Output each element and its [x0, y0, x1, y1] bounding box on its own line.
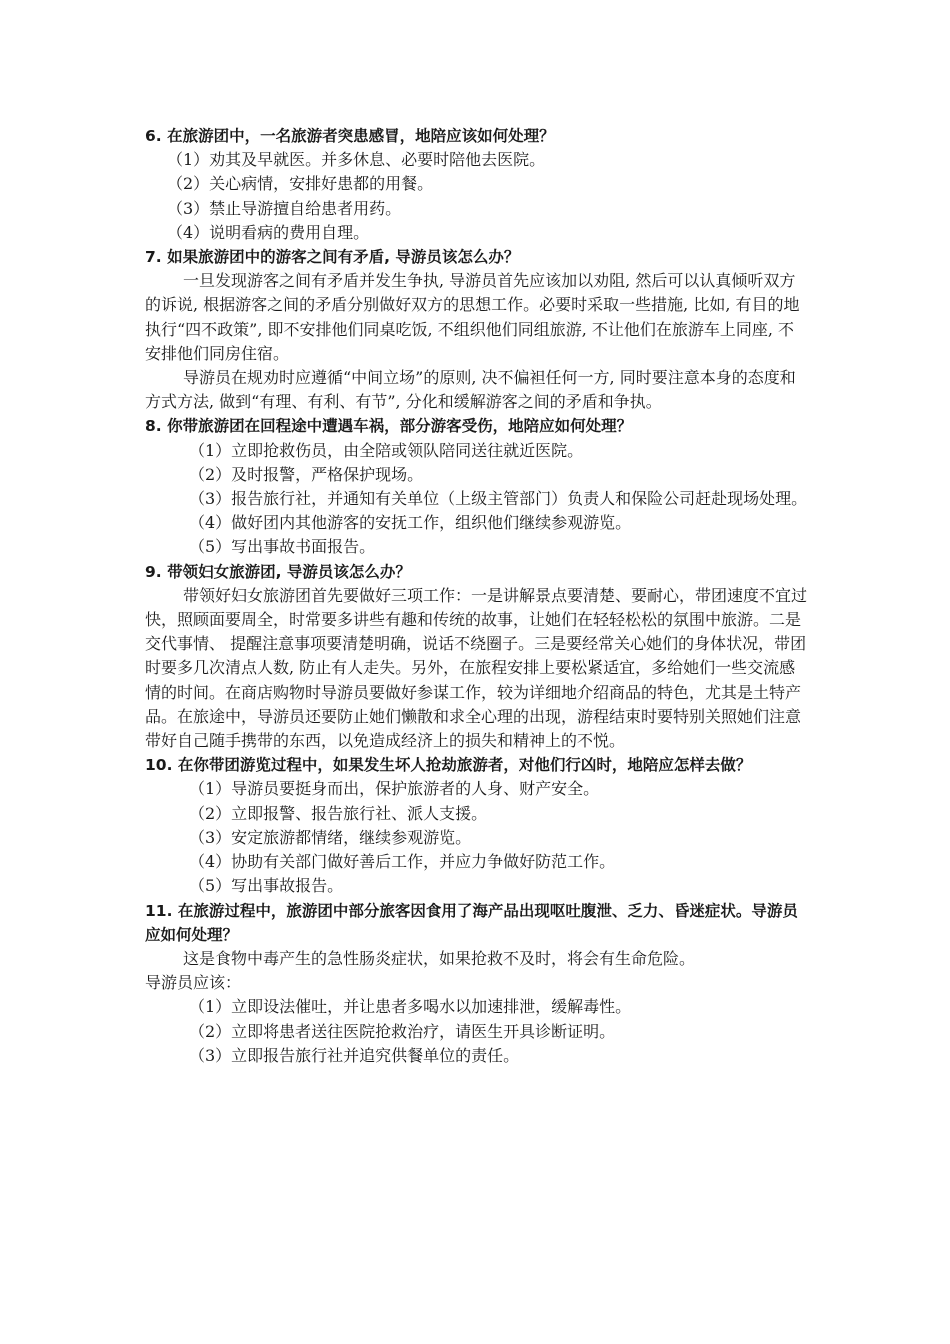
- list-item: （3）安定旅游都情绪，继续参观游览。: [189, 827, 472, 847]
- document-body: [145, 124, 810, 1068]
- answer-paragraph: 这是食物中毒产生的急性肠炎症状，如果抢救不及时，将会有生命危险。: [183, 948, 696, 968]
- question-8-heading: 8. 你带旅游团在回程途中遭遇车祸，部分游客受伤，地陪应如何处理？: [145, 417, 633, 436]
- list-item: （1）立即设法催吐，并让患者多喝水以加速排泄，缓解毒性。: [189, 997, 632, 1017]
- list-item: （5）写出事故报告。: [189, 876, 344, 896]
- answer-paragraph: 导游员在规劝时应遵循“中间立场”的原则, 决不偏袒任何一方, 同时要注意本身的态度和方式方法, 做到“有理、有利、有节”, 分化和缓解游客之间的矛盾和争执。: [145, 368, 796, 412]
- answer-lead: 导游员应该：: [145, 973, 242, 993]
- list-item: （1）导游员要挺身而出，保护旅游者的人身、财产安全。: [189, 779, 600, 799]
- list-item: （4）说明看病的费用自理。: [167, 222, 370, 242]
- list-item: （3）立即报告旅行社并追究供餐单位的责任。: [189, 1045, 520, 1065]
- list-item: （1）立即抢救伤员，由全陪或领队陪同送往就近医院。: [189, 440, 584, 460]
- answer-paragraph: 带领好妇女旅游团首先要做好三项工作：一是讲解景点要清楚、要耐心，带团速度不宜过快，照顾面要周全，时常要多讲些有趣和传统的故事，让她们在轻轻松松的氛围中旅游。二是交代事情、 提醒注意事项要清楚明确，说话不绕圈子。三是要经常关心她们的身体状况，带团时要多几次清点人数, 防止有人走失。另外，在旅程安排上要松紧适宜，多给她们一些交流感情的时间。在商店购物时导游员要做好参谋工作，较为详细地介绍商品的特色，尤其是土特产品。在旅途中，导游员还要防止她们懒散和求全心理的出现，游程结束时要特别关照她们注意带好自己随手携带的东西，以免造成经济上的损失和精神上的不悦。: [145, 585, 808, 751]
- question-6-heading: 6. 在旅游团中，一名旅游者突患感冒，地陪应该如何处理？: [145, 127, 555, 145]
- list-item: （3）禁止导游擅自给患者用药。: [167, 198, 402, 218]
- list-item: （2）立即将患者送往医院抢救治疗，请医生开具诊断证明。: [189, 1021, 616, 1041]
- question-11-heading: 11. 在旅游过程中，旅游团中部分旅客因食用了海产品出现呕吐腹泄、乏力、昏迷症状。导游员应如何处理？: [145, 901, 798, 944]
- list-item: （2）立即报警、报告旅行社、派人支援。: [189, 803, 488, 823]
- list-item: （2）及时报警，严格保护现场。: [189, 464, 424, 484]
- list-item: （1）劝其及早就医。并多休息、必要时陪他去医院。: [167, 150, 546, 170]
- list-item: （4）协助有关部门做好善后工作，并应力争做好防范工作。: [189, 852, 616, 872]
- question-7-heading: 7. 如果旅游团中的游客之间有矛盾, 导游员该怎么办？: [145, 248, 520, 267]
- list-item: （3）报告旅行社，并通知有关单位（上级主管部门）负责人和保险公司赶赴现场处理。: [189, 489, 808, 509]
- list-item: （5）写出事故书面报告。: [189, 537, 376, 557]
- list-item: （4）做好团内其他游客的安抚工作，组织他们继续参观游览。: [189, 513, 632, 533]
- answer-paragraph: 一旦发现游客之间有矛盾并发生争执, 导游员首先应该加以劝阻, 然后可以认真倾听双方的诉说, 根据游客之间的矛盾分别做好双方的思想工作。必要时采取一些措施, 比如, 有目的地执行“四不政策”, 即不安排他们同桌吃饭, 不组织他们同组旅游, 不让他们在旅游车上同座, 不安排他们同房住宿。: [145, 271, 800, 363]
- list-item: （2）关心病情，安排好患都的用餐。: [167, 174, 434, 194]
- question-9-heading: 9. 带领妇女旅游团, 导游员该怎么办？: [145, 562, 411, 581]
- question-10-heading: 10. 在你带团游览过程中，如果发生坏人抢劫旅游者，对他们行凶时，地陪应怎样去做？: [145, 756, 752, 775]
